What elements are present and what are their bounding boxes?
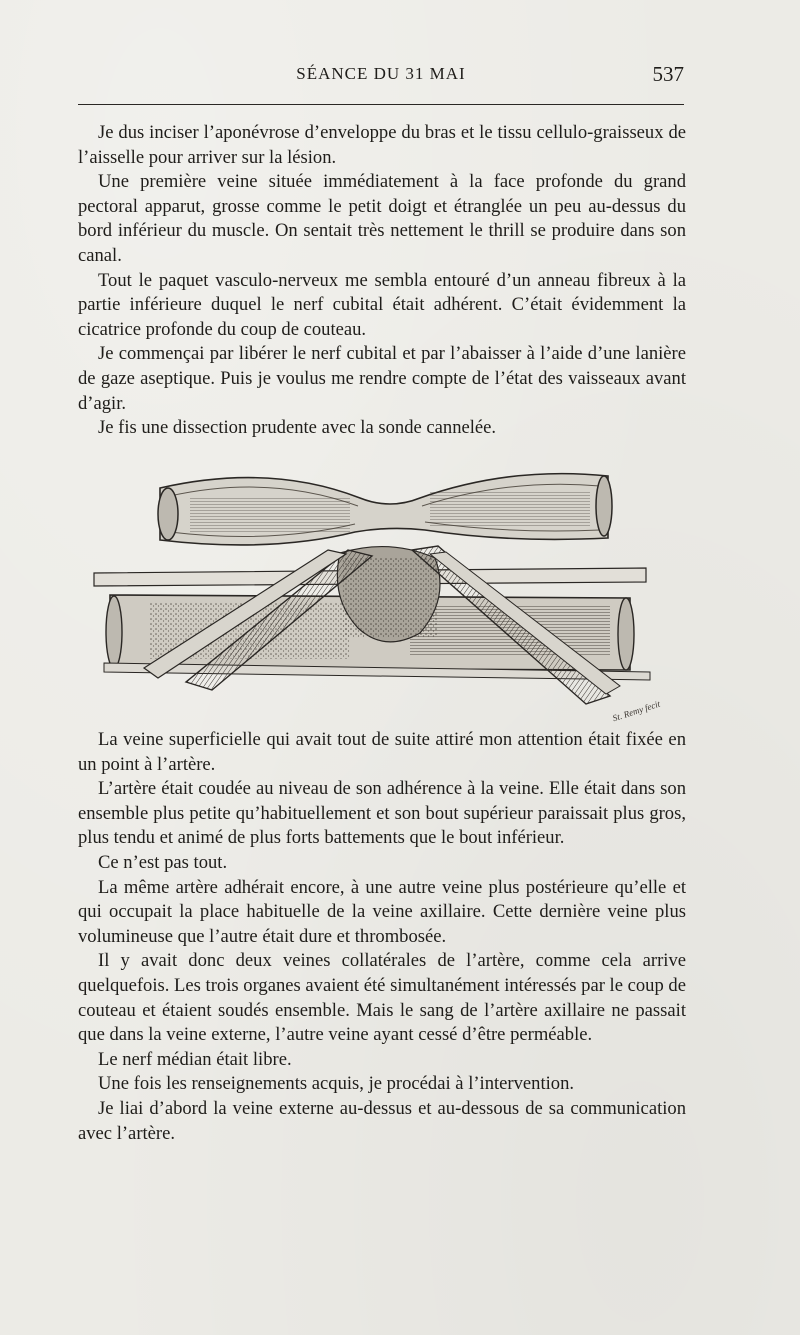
- paragraph: Je fis une dissection prudente avec la sonde cannelée.: [98, 417, 497, 439]
- paragraph: Ce n’est pas tout.: [98, 851, 228, 873]
- body-text-top: [78, 121, 686, 441]
- superficial-vein: [158, 474, 612, 545]
- paragraph: L’artère était coudée au niveau de son adhérence à la veine. Elle était dans son ensemble plus petite qu’habituellement et son bout supérieur paraissait plus gros, plus tendu et animé de plus forts battements que le bout inférieur.: [78, 778, 686, 849]
- paragraph: La même artère adhérait encore, à une autre veine plus postérieure qu’elle et qui occupait la place habituelle de la veine axillaire. Cette dernière veine plus volumineuse que l’autre était dure et thrombosée.: [78, 876, 686, 947]
- illustration-drawing: [90, 458, 690, 726]
- page-header: [78, 58, 684, 92]
- paragraph: La veine superficielle qui avait tout de suite attiré mon attention était fixée en un point à l’artère.: [78, 729, 686, 775]
- paragraph: Il y avait donc deux veines collatérales de l’artère, comme cela arrive quelquefois. Les trois organes avaient été simultanément intéressés par le coup de couteau et étaient soudés ensemble. Mais le sang de l’artère axillaire ne passait que dans la veine externe, l’autre veine ayant cessé d’être perméable.: [78, 950, 686, 1046]
- paragraph: Une fois les renseignements acquis, je procédai à l’intervention.: [98, 1073, 575, 1095]
- page-number: 537: [652, 62, 684, 86]
- paragraph: Je dus inciser l’aponévrose d’enveloppe du bras et le tissu cellulo-graisseux de l’aisselle pour arriver sur la lésion.: [78, 122, 686, 168]
- illustrator-signature: St. Remy fecit: [611, 698, 662, 724]
- paragraph: Je liai d’abord la veine externe au-dessus et au-dessous de sa communication avec l’artère.: [78, 1097, 686, 1144]
- paragraph: Le nerf médian était libre.: [98, 1048, 292, 1070]
- body-text-bottom: [78, 728, 686, 1146]
- paragraph: Je commençai par libérer le nerf cubital et par l’abaisser à l’aide d’une lanière de gaze aseptique. Puis je voulus me rendre compte de l’état des vaisseaux avant d’agir.: [78, 343, 686, 414]
- anatomical-illustration: [90, 458, 690, 726]
- paragraph: Une première veine située immédiatement à la face profonde du grand pectoral apparut, grosse comme le petit doigt et étranglée un peu au-dessus du bord inférieur du muscle. On sentait très nettement le thrill se produire dans son canal.: [78, 171, 686, 266]
- paragraph: Tout le paquet vasculo-nerveux me sembla entouré d’un anneau fibreux à la partie inférieure duquel le nerf cubital était adhérent. C’était évidemment la cicatrice profonde du coup de couteau.: [78, 269, 686, 340]
- running-head: SÉANCE DU 31 MAI: [296, 64, 466, 83]
- header-rule: [78, 104, 684, 105]
